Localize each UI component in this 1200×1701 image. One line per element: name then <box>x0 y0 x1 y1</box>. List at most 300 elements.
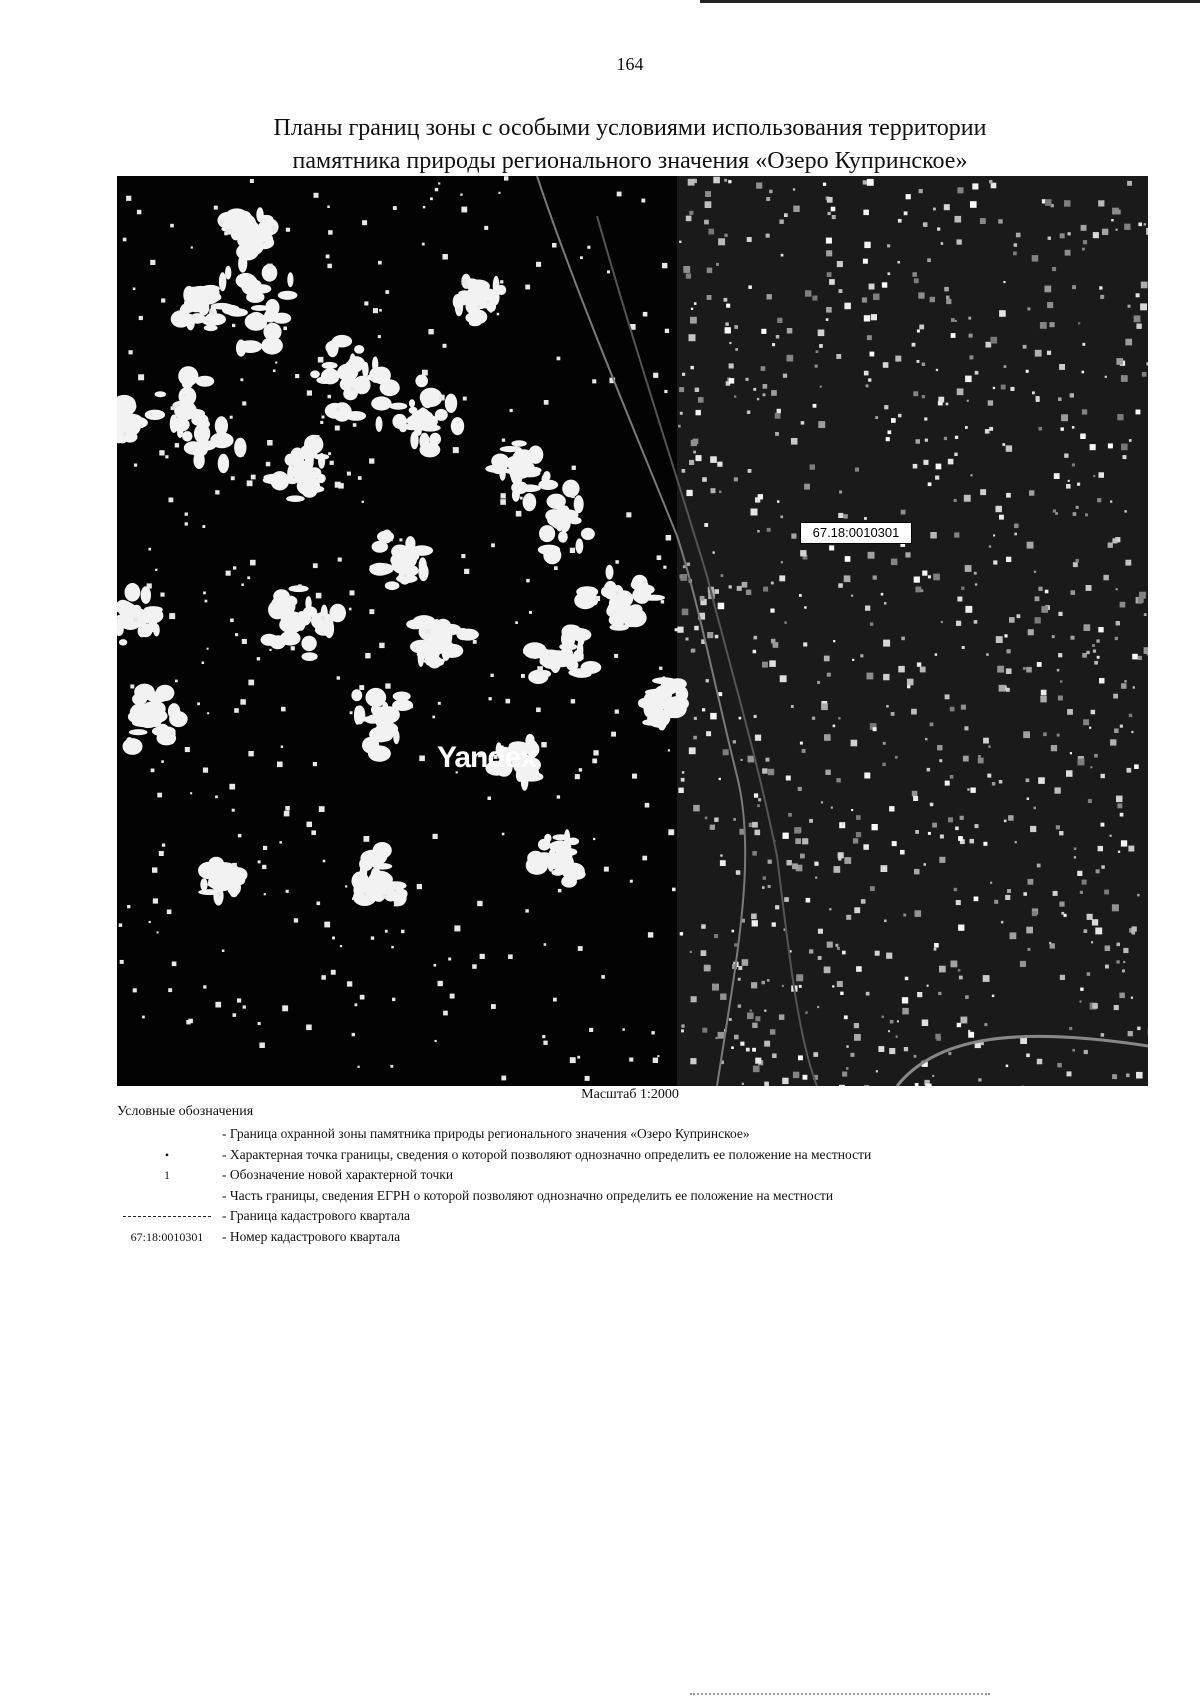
ground-speckle <box>159 450 164 455</box>
canopy-speckle <box>919 189 923 193</box>
ground-speckle <box>183 394 185 396</box>
ground-speckle <box>379 309 382 312</box>
ground-speckle <box>433 834 438 839</box>
canopy-speckle <box>1090 766 1092 768</box>
canopy-speckle <box>700 596 705 601</box>
canopy-speckle <box>1048 237 1051 240</box>
terrain-spot <box>642 719 661 726</box>
canopy-speckle <box>997 666 1004 673</box>
ground-speckle <box>120 960 124 964</box>
canopy-speckle <box>804 606 806 608</box>
canopy-speckle <box>708 229 714 235</box>
ground-speckle <box>570 548 575 553</box>
canopy-speckle <box>1014 243 1018 247</box>
ground-speckle <box>237 998 241 1002</box>
terrain-spot <box>417 411 434 427</box>
canopy-speckle <box>802 838 808 844</box>
canopy-speckle <box>1051 745 1057 751</box>
canopy-speckle <box>736 870 741 875</box>
ground-speckle <box>279 841 282 844</box>
canopy-speckle <box>803 642 807 646</box>
terrain-spot <box>415 375 428 388</box>
ground-speckle <box>371 936 374 939</box>
canopy-speckle <box>837 261 843 267</box>
ground-speckle <box>328 452 331 455</box>
canopy-speckle <box>938 992 941 995</box>
ground-speckle <box>202 662 205 665</box>
ground-speckle <box>604 867 609 872</box>
canopy-speckle <box>1103 575 1109 581</box>
terrain-spot <box>617 599 624 607</box>
canopy-speckle <box>1117 803 1122 808</box>
terrain-spot <box>519 484 541 492</box>
yandex-watermark: Yandex <box>437 741 537 774</box>
canopy-speckle <box>845 556 851 562</box>
canopy-speckle <box>901 637 905 641</box>
terrain-spot <box>367 373 385 381</box>
terrain-spot <box>256 207 263 222</box>
canopy-speckle <box>838 583 843 588</box>
terrain-spot <box>286 615 309 626</box>
canopy-speckle <box>755 1058 761 1064</box>
canopy-speckle <box>988 400 993 405</box>
terrain-spot <box>500 446 522 452</box>
canopy-speckle <box>948 817 953 822</box>
ground-speckle <box>169 498 174 503</box>
canopy-speckle <box>762 662 768 668</box>
canopy-speckle <box>867 673 874 680</box>
ground-speckle <box>157 931 159 933</box>
canopy-speckle <box>1016 233 1021 238</box>
ground-speckle <box>443 1011 448 1016</box>
canopy-speckle <box>729 342 731 344</box>
canopy-speckle <box>1082 409 1087 414</box>
canopy-speckle <box>763 876 766 879</box>
canopy-speckle <box>998 219 1002 223</box>
canopy-speckle <box>1013 252 1017 256</box>
canopy-speckle <box>1035 617 1041 623</box>
canopy-speckle <box>696 410 701 415</box>
canopy-speckle <box>889 1048 895 1054</box>
ground-speckle <box>142 1016 145 1019</box>
canopy-speckle <box>1121 840 1127 846</box>
canopy-speckle <box>895 356 901 362</box>
ground-speckle <box>235 633 238 636</box>
map-scale: Масштаб 1:2000 <box>581 1087 679 1102</box>
canopy-speckle <box>1020 961 1026 967</box>
ground-speckle <box>250 560 256 566</box>
canopy-speckle <box>939 966 946 973</box>
canopy-speckle <box>890 1020 894 1024</box>
canopy-speckle <box>975 824 979 828</box>
legend-symbol-cadastral-number: 67:18:0010301 <box>130 1229 204 1244</box>
canopy-speckle <box>917 992 922 997</box>
terrain-spot <box>385 581 400 590</box>
ground-speckle <box>422 243 425 246</box>
terrain-spot <box>410 431 418 449</box>
ground-speckle <box>501 1076 506 1081</box>
canopy-speckle <box>1073 512 1077 516</box>
canopy-speckle <box>748 285 752 289</box>
canopy-speckle <box>1094 661 1098 665</box>
canopy-speckle <box>783 833 789 839</box>
canopy-speckle <box>946 403 949 406</box>
terrain-spot <box>497 285 507 295</box>
canopy-speckle <box>950 707 955 712</box>
canopy-speckle <box>914 869 920 875</box>
canopy-speckle <box>1083 240 1087 244</box>
canopy-speckle <box>835 944 838 947</box>
canopy-speckle <box>936 369 938 371</box>
canopy-speckle <box>1057 734 1060 737</box>
canopy-speckle <box>1032 911 1037 916</box>
canopy-speckle <box>1138 223 1142 227</box>
canopy-speckle <box>904 211 908 215</box>
canopy-speckle <box>872 824 878 830</box>
terrain-spot <box>224 876 245 887</box>
terrain-spot <box>219 272 227 291</box>
terrain-spot <box>249 312 263 321</box>
ground-speckle <box>139 316 143 320</box>
terrain-spot <box>652 677 676 684</box>
ground-speckle <box>203 592 206 595</box>
canopy-speckle <box>941 621 943 623</box>
canopy-speckle <box>1055 787 1061 793</box>
ground-speckle <box>385 930 388 933</box>
terrain-spot <box>378 708 387 722</box>
canopy-speckle <box>755 830 761 836</box>
canopy-speckle <box>1137 894 1140 897</box>
ground-speckle <box>336 407 340 411</box>
ground-speckle <box>365 653 370 658</box>
canopy-speckle <box>834 866 841 873</box>
ground-speckle <box>127 905 130 908</box>
canopy-speckle <box>729 1018 732 1021</box>
canopy-speckle <box>945 694 950 699</box>
ground-speckle <box>224 232 228 236</box>
canopy-speckle <box>1144 223 1146 225</box>
terrain-spot <box>511 440 526 446</box>
ground-speckle <box>593 838 595 840</box>
ground-speckle <box>543 1041 547 1045</box>
canopy-speckle <box>868 378 871 381</box>
canopy-speckle <box>818 929 823 934</box>
canopy-speckle <box>884 602 886 604</box>
canopy-speckle <box>705 191 711 197</box>
canopy-speckle <box>1105 376 1107 378</box>
canopy-speckle <box>955 827 959 831</box>
canopy-speckle <box>776 335 780 339</box>
ground-speckle <box>525 285 530 290</box>
ground-speckle <box>473 640 477 644</box>
ground-speckle <box>338 558 342 562</box>
ground-speckle <box>442 254 448 260</box>
canopy-speckle <box>970 788 975 793</box>
canopy-speckle <box>686 273 691 278</box>
canopy-speckle <box>1059 831 1063 835</box>
canopy-speckle <box>932 823 937 828</box>
canopy-speckle <box>898 261 901 264</box>
canopy-speckle <box>704 523 708 527</box>
canopy-speckle <box>1065 250 1071 256</box>
canopy-speckle <box>710 456 717 463</box>
terrain-spot <box>184 441 203 454</box>
canopy-speckle <box>860 654 863 657</box>
canopy-speckle <box>970 839 975 844</box>
canopy-speckle <box>854 1034 861 1041</box>
canopy-speckle <box>747 1013 754 1020</box>
canopy-speckle <box>812 717 815 720</box>
canopy-speckle <box>898 414 902 418</box>
canopy-speckle <box>928 575 931 578</box>
canopy-speckle <box>1006 445 1012 451</box>
canopy-speckle <box>886 437 890 441</box>
canopy-speckle <box>1093 650 1096 653</box>
canopy-speckle <box>705 817 708 820</box>
canopy-speckle <box>1114 729 1119 734</box>
canopy-speckle <box>712 984 719 991</box>
canopy-speckle <box>955 436 958 439</box>
ground-speckle <box>428 329 433 334</box>
ground-speckle <box>668 749 670 751</box>
canopy-speckle <box>1094 754 1098 758</box>
canopy-speckle <box>854 1023 859 1028</box>
terrain-spot <box>365 717 379 723</box>
canopy-speckle <box>738 978 741 981</box>
ground-speckle <box>506 699 511 704</box>
canopy-speckle <box>767 979 770 982</box>
canopy-speckle <box>821 703 828 710</box>
canopy-speckle <box>1108 443 1113 448</box>
ground-speckle <box>233 566 236 569</box>
canopy-speckle <box>747 411 750 414</box>
legend-item <box>117 1227 1167 1248</box>
canopy-speckle <box>1060 233 1065 238</box>
canopy-speckle <box>902 1008 909 1015</box>
canopy-speckle <box>821 801 823 803</box>
ground-speckle <box>345 885 347 887</box>
canopy-speckle <box>1023 345 1027 349</box>
canopy-speckle <box>1006 493 1011 498</box>
ground-speckle <box>134 464 137 467</box>
canopy-speckle <box>758 494 763 499</box>
canopy-speckle <box>944 437 947 440</box>
canopy-speckle <box>1105 946 1111 952</box>
canopy-speckle <box>1084 929 1088 933</box>
canopy-speckle <box>911 709 917 715</box>
canopy-speckle <box>704 965 711 972</box>
canopy-speckle <box>762 981 766 985</box>
ground-speckle <box>350 711 353 714</box>
canopy-speckle <box>1023 892 1027 896</box>
ground-speckle <box>657 1055 659 1057</box>
ground-speckle <box>307 390 312 395</box>
canopy-speckle <box>923 460 928 465</box>
canopy-speckle <box>1026 927 1033 934</box>
ground-speckle <box>185 747 190 752</box>
terrain-spot <box>453 294 463 309</box>
ground-speckle <box>399 538 402 541</box>
ground-speckle <box>464 569 469 574</box>
canopy-speckle <box>767 528 771 532</box>
terrain-spot <box>125 583 141 602</box>
canopy-speckle <box>1104 890 1109 895</box>
canopy-speckle <box>836 778 840 782</box>
canopy-speckle <box>1001 385 1006 390</box>
terrain-spot <box>344 386 351 394</box>
ground-speckle <box>552 243 557 248</box>
ground-speckle <box>435 1040 437 1042</box>
document-title <box>150 112 1110 178</box>
terrain-spot <box>134 684 155 701</box>
canopy-speckle <box>1141 282 1148 289</box>
canopy-speckle <box>1028 629 1034 635</box>
ground-speckle <box>358 476 362 480</box>
canopy-speckle <box>913 464 918 469</box>
canopy-speckle <box>752 920 758 926</box>
canopy-speckle <box>1026 667 1032 673</box>
ground-speckle <box>558 889 562 893</box>
canopy-speckle <box>1004 365 1007 368</box>
canopy-speckle <box>735 348 738 351</box>
canopy-speckle <box>1037 864 1041 868</box>
canopy-speckle <box>999 310 1006 317</box>
canopy-speckle <box>875 416 878 419</box>
canopy-speckle <box>925 439 928 442</box>
ground-speckle <box>175 404 179 408</box>
canopy-speckle <box>954 532 959 537</box>
terrain-spot <box>570 628 591 641</box>
ground-speckle <box>338 483 344 489</box>
terrain-spot <box>419 433 429 450</box>
canopy-speckle <box>784 621 786 623</box>
canopy-speckle <box>689 334 696 341</box>
ground-speckle <box>434 964 437 967</box>
terrain-spot <box>581 661 602 674</box>
terrain-spot <box>543 546 561 564</box>
ground-speckle <box>497 313 500 316</box>
canopy-speckle <box>750 1010 752 1012</box>
canopy-speckle <box>930 803 934 807</box>
ground-speckle <box>138 374 144 380</box>
terrain-spot <box>236 243 259 260</box>
canopy-speckle <box>987 774 991 778</box>
terrain-spot <box>504 468 523 474</box>
canopy-speckle <box>1006 668 1012 674</box>
canopy-speckle <box>1006 557 1011 562</box>
canopy-speckle <box>883 640 890 647</box>
canopy-speckle <box>897 1020 899 1022</box>
canopy-speckle <box>1099 678 1105 684</box>
canopy-speckle <box>992 782 995 785</box>
ground-speckle <box>170 224 174 228</box>
canopy-speckle <box>701 924 706 929</box>
canopy-speckle <box>861 899 866 904</box>
legend-item <box>117 1145 1167 1166</box>
canopy-speckle <box>829 279 835 285</box>
ground-speckle <box>592 379 596 383</box>
canopy-speckle <box>767 294 772 299</box>
canopy-speckle <box>958 925 964 931</box>
ground-speckle <box>417 884 422 889</box>
canopy-speckle <box>1146 228 1148 235</box>
canopy-speckle <box>884 405 888 409</box>
canopy-speckle <box>1061 414 1068 421</box>
canopy-speckle <box>965 565 972 572</box>
canopy-speckle <box>1027 798 1030 801</box>
canopy-speckle <box>1045 199 1052 206</box>
ground-speckle <box>616 592 620 596</box>
canopy-speckle <box>723 749 729 755</box>
ground-speckle <box>373 308 378 313</box>
ground-speckle <box>203 768 208 773</box>
canopy-speckle <box>702 477 707 482</box>
canopy-speckle <box>678 788 683 793</box>
canopy-speckle <box>1132 931 1136 935</box>
terrain-spot <box>139 623 152 637</box>
canopy-speckle <box>904 1047 908 1051</box>
terrain-spot <box>352 871 370 890</box>
canopy-speckle <box>1047 302 1053 308</box>
canopy-speckle <box>873 294 880 301</box>
canopy-speckle <box>951 318 955 322</box>
ground-speckle <box>462 279 468 285</box>
canopy-speckle <box>888 430 892 434</box>
canopy-speckle <box>689 460 694 465</box>
canopy-speckle <box>800 550 806 556</box>
canopy-speckle <box>809 949 813 953</box>
canopy-speckle <box>731 1046 734 1049</box>
canopy-speckle <box>986 653 989 656</box>
canopy-speckle <box>917 662 921 666</box>
ground-speckle <box>226 571 231 576</box>
ground-speckle <box>385 290 389 294</box>
canopy-speckle <box>707 632 713 638</box>
terrain-spot <box>141 586 151 604</box>
terrain-spot <box>558 531 568 543</box>
canopy-speckle <box>895 756 898 759</box>
canopy-speckle <box>1078 758 1085 765</box>
canopy-speckle <box>779 220 783 224</box>
canopy-speckle <box>1040 322 1047 329</box>
terrain-spot <box>346 411 366 421</box>
canopy-speckle <box>714 934 718 938</box>
canopy-speckle <box>1023 731 1030 738</box>
top-edge-rule <box>700 0 1200 3</box>
legend-item <box>117 1186 1167 1207</box>
ground-speckle <box>362 220 367 225</box>
canopy-speckle <box>984 1023 987 1026</box>
canopy-speckle <box>826 250 832 256</box>
terrain-spot <box>418 563 428 581</box>
canopy-speckle <box>930 532 937 539</box>
ground-speckle <box>327 264 332 269</box>
canopy-speckle <box>1137 1027 1141 1031</box>
canopy-speckle <box>863 180 867 184</box>
canopy-speckle <box>978 1078 981 1081</box>
canopy-speckle <box>1006 1065 1009 1068</box>
canopy-speckle <box>1124 680 1127 683</box>
terrain-spot <box>209 857 224 870</box>
ground-speckle <box>349 608 352 611</box>
canopy-speckle <box>827 197 833 203</box>
canopy-speckle <box>766 197 770 201</box>
canopy-speckle <box>985 429 990 434</box>
terrain-spot <box>263 323 281 341</box>
canopy-speckle <box>927 985 929 987</box>
terrain-spot <box>185 290 201 301</box>
canopy-speckle <box>747 237 752 242</box>
